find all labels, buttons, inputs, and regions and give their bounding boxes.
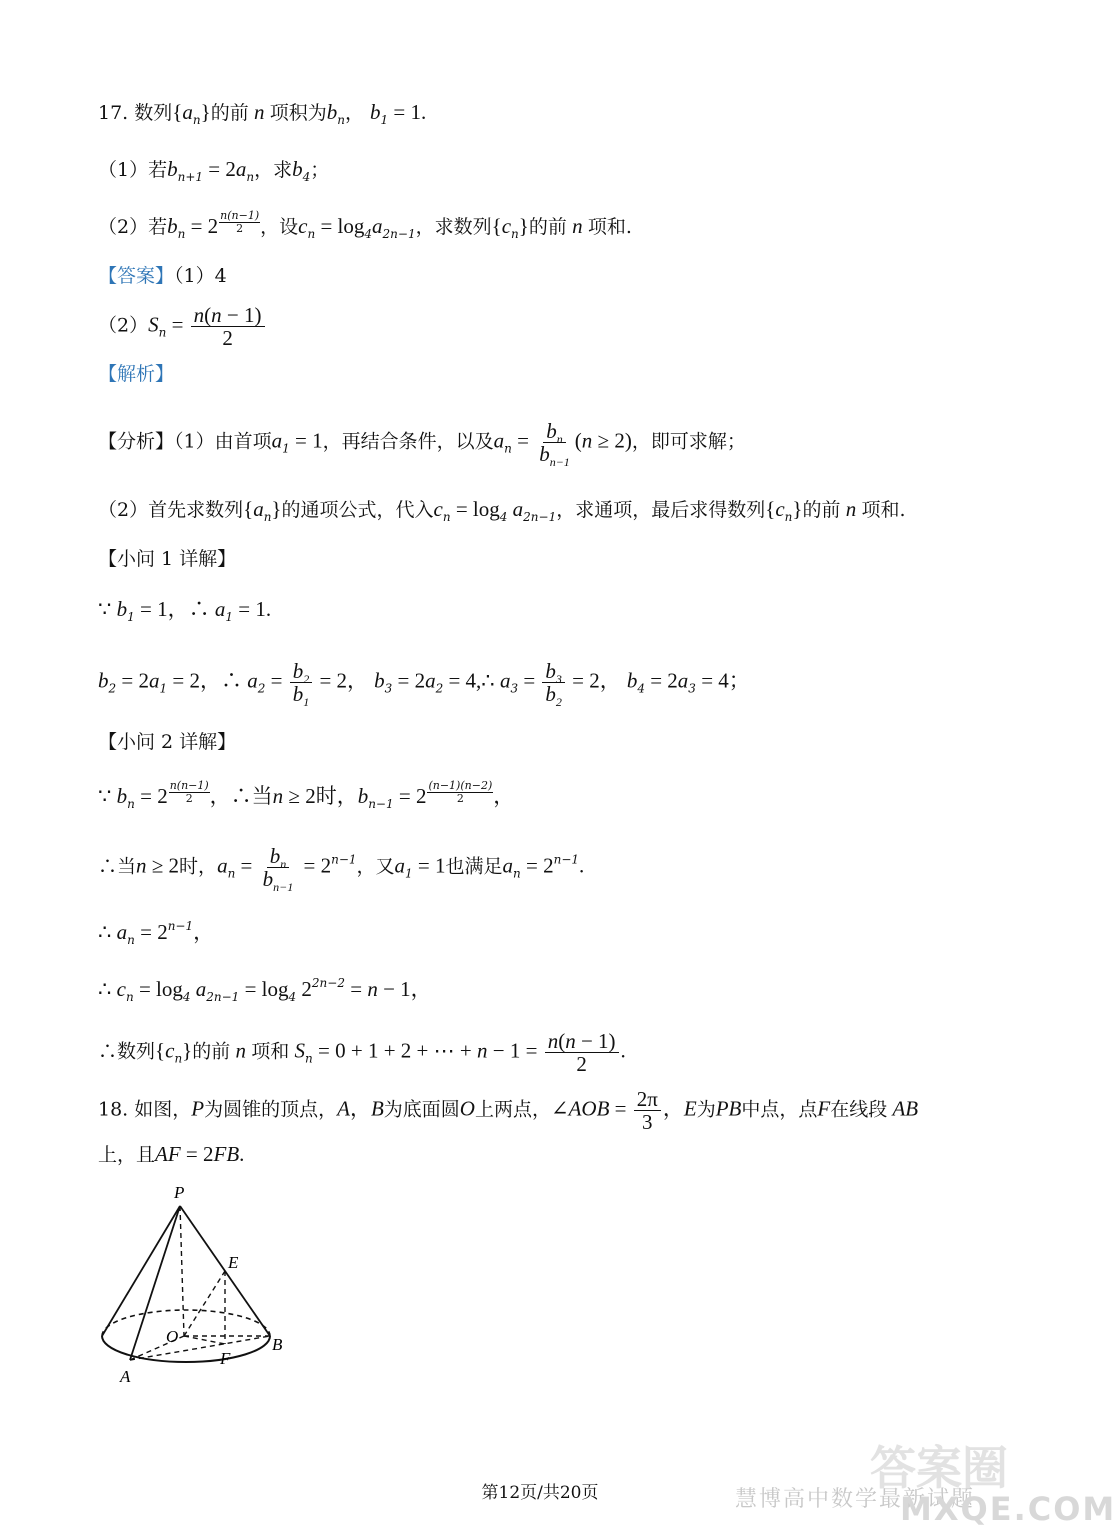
sub2-line1: ∵ $b_n = 2$ $\frac{n(n-1)}{2}$ ，∴当n ≥ 2时，$b_{n-1} = 2$ $\frac{(n-1)(n-2)}{2}$ ， (98, 779, 515, 811)
label-F: F (220, 1349, 231, 1368)
sub2-label: 【小问 2 详解】 (98, 731, 237, 753)
label-O: O (166, 1327, 179, 1346)
q17-part2: （2）若$b_n = 2$ $\frac{n(n-1)}{2}$ ，设$c_n = \log_4a_{2n-1}$，求数列$\{c_n\}$的前 n 项和. (98, 209, 632, 241)
q18-line2: 上，且AF = 2FB. (98, 1142, 245, 1166)
fenxi-line2: （2）首先求数列$\{a_n\}$的通项公式，代入$c_n = \log_4 a_{2n-1}$，求通项，最后求得数列$\{c_n\}$的前 n 项和. (98, 497, 906, 524)
sub2-line4: ∴ $c_n = \log_4 a_{2n-1} = \log_4 2^{2n-2} = n - 1$， (98, 976, 432, 1004)
sub1-line2: $b_2 = 2a_1 = 2$，∴ $a_2$ = $\frac{b_2}{b_1}$ = 2， $b_3 = 2a_2$ = 4,∴ $a_3$ = $\frac{b_3}{b_2}$ = 2， $b_4 = 2a_3 = 4$； (98, 659, 750, 709)
sub1-label: 【小问 1 详解】 (98, 548, 237, 570)
watermark-text: 慧博高中数学最新试题 (735, 1487, 976, 1512)
fenxi-line1: 【分析】（1）由首项$a_1 = 1$，再结合条件，以及$a_n$ = $\frac{b_n}{b_{n-1}}$ (n ≥ 2)，即可求解； (98, 419, 746, 469)
sub2-line5: ∴数列$\{c_n\}$的前 n 项和 $S_n = 0 + 1 + 2$ + ⋯ + n − 1 = $\frac{n(n - 1)}{2}$ . (98, 1029, 626, 1076)
watermark-url: MXQE.COM (900, 1490, 1116, 1528)
answer-line2: $(2)S_n$ = $\frac{n(n - 1)}{2}$ (98, 304, 267, 349)
label-P: P (174, 1183, 185, 1202)
answer-label: 【答案】 (98, 265, 175, 287)
label-A: A (120, 1367, 131, 1386)
label-E: E (228, 1253, 239, 1272)
label-B: B (272, 1335, 283, 1354)
watermark-logo: 答案圈 (870, 1441, 1008, 1495)
cone-figure (92, 1178, 302, 1393)
sub2-line2: ∴当n ≥ 2时，$a_n$ = $\frac{b_n}{b_{n-1}}$ = $2^{n-1}$，又$a_1 = 1$也满足$a_n = 2^{n-1}$. (98, 844, 585, 894)
q17-part1: （1）若$b_{n+1} = 2a_n$，求$b_4$； (98, 157, 330, 184)
sub2-line3: ∴ $a_n = 2^{n-1}$， (98, 919, 215, 947)
q17-stem: 17. 数列$\{a_n\}$的前 n 项积为$b_n$， $b_1 = 1$. (98, 100, 427, 127)
page-number: 第12页/共20页 (481, 1483, 599, 1503)
answer-line1: 【答案】（1）4 (98, 265, 227, 287)
q18-line1: 18. 如图，P为圆锥的顶点，A，B为底面圆O上两点，∠AOB = $\frac{2\pi}{3}$ ，E为PB中点，点F在线段 AB (98, 1087, 919, 1134)
analysis-label: 【解析】 (98, 363, 175, 385)
sub1-line1: ∵ $b_1 = 1$，∴ $a_1 = 1$. (98, 597, 272, 624)
